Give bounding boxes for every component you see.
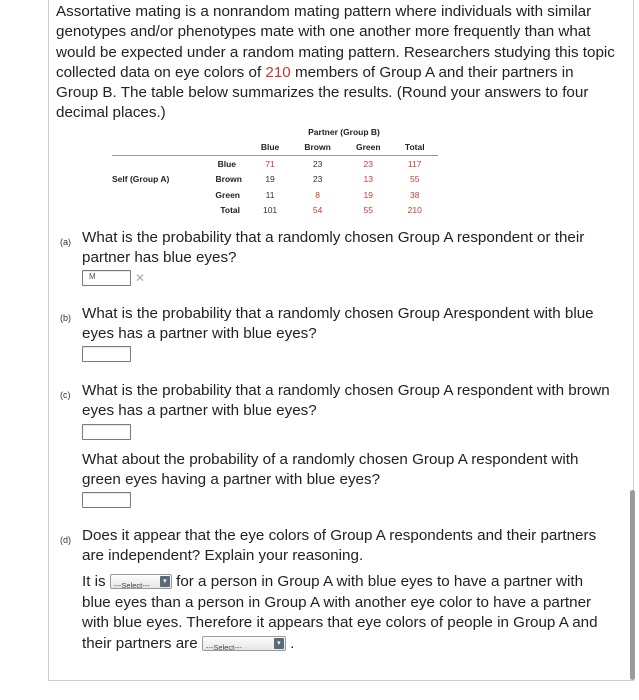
table-row <box>112 156 438 172</box>
table-cell: 38 <box>410 189 420 200</box>
table-cell: 19 <box>363 189 373 200</box>
col-header: Blue <box>260 142 280 153</box>
table-row <box>112 203 438 219</box>
incorrect-icon: ✕ <box>135 271 146 285</box>
table-cell: 23 <box>345 156 391 172</box>
table-cell: 55 <box>363 205 373 216</box>
table-cell: 23 <box>290 156 345 172</box>
row-label: Blue <box>212 156 250 172</box>
select-2-value: ---Select--- <box>205 643 242 653</box>
col-header: Brown <box>304 142 331 153</box>
table-cell: 210 <box>407 205 422 216</box>
part-a-answer-input[interactable] <box>82 270 131 286</box>
table-cell: 8 <box>315 189 320 200</box>
self-label: Self (Group A) <box>112 174 170 185</box>
intro-count: 210 <box>265 63 291 81</box>
table-row <box>112 172 438 188</box>
table-cell: 13 <box>363 174 373 185</box>
part-d-select-1[interactable] <box>110 574 172 589</box>
table-cell: 19 <box>265 174 275 185</box>
part-c-question-2: What about the probability of a randomly chosen Group A respondent with green eyes having a partner with blue eyes? <box>82 451 579 489</box>
scrollbar[interactable] <box>630 490 635 680</box>
table-cell: 23 <box>312 174 323 185</box>
chevron-down-icon: ▾ <box>160 576 170 587</box>
chevron-down-icon: ▾ <box>274 638 284 649</box>
part-c-answer-input-1[interactable] <box>82 424 131 440</box>
contingency-table <box>112 124 438 218</box>
part-c-answer-input-2[interactable] <box>82 492 131 508</box>
part-b-label: (b) <box>60 313 71 323</box>
partner-header: Partner (Group B) <box>308 126 380 137</box>
table-cell: 117 <box>392 156 439 172</box>
select-1-value: ---Select--- <box>113 581 150 591</box>
row-label: Green <box>215 189 240 200</box>
intro-text-2: members of Group A and their partners in Group B. The table below summarizes the results. (Round your answers to four decimal places.) <box>56 63 589 122</box>
part-a-answer-value: M <box>89 272 96 281</box>
col-header: Total <box>404 142 425 153</box>
part-b-question: What is the probability that a randomly chosen Group Arespondent with blue eyes has a partner with blue eyes? <box>82 305 594 343</box>
col-header: Green <box>355 142 381 153</box>
part-b-answer-input[interactable] <box>82 346 131 362</box>
part-c-label: (c) <box>60 390 71 400</box>
table-cell: 71 <box>250 156 290 172</box>
row-label: Brown <box>215 174 242 185</box>
table-cell: 101 <box>262 205 278 216</box>
part-c-question: What is the probability that a randomly chosen Group A respondent with brown eyes has a partner with blue eyes? <box>82 382 610 420</box>
table-cell: 55 <box>410 174 420 185</box>
part-d-question: Does it appear that the eye colors of Group A respondents and their partners are independent? Explain your reasoning. <box>82 527 597 565</box>
part-d-sentence-end: . <box>290 634 295 652</box>
part-d-sentence-start: It is <box>82 573 106 590</box>
intro-paragraph <box>56 2 616 124</box>
table-cell: 54 <box>312 205 323 216</box>
part-d-answer-sentence <box>82 572 612 654</box>
intro-text-1: Assortative mating is a nonrandom mating pattern where individuals with similar genotypes and/or phenotypes mate with one another more frequently than what would be expected under a random mating pattern. Researchers studying this topic collected data on eye colors of <box>56 3 615 81</box>
part-d-select-2[interactable] <box>202 636 286 651</box>
part-a-question: What is the probability that a randomly chosen Group A respondent or their partner has blue eyes? <box>82 229 585 267</box>
table-row <box>112 187 438 203</box>
table-cell: 11 <box>265 189 275 200</box>
row-label: Total <box>220 205 240 216</box>
part-d-label: (d) <box>60 535 71 545</box>
part-a-label: (a) <box>60 237 71 247</box>
part-d-sentence-mid: for a person in Group A with blue eyes to have a partner with blue eyes than a person in Group A with another eye color to have a partner with blue eyes. Therefore it appears that eye colors of people in Group A and their partners are <box>82 573 598 652</box>
